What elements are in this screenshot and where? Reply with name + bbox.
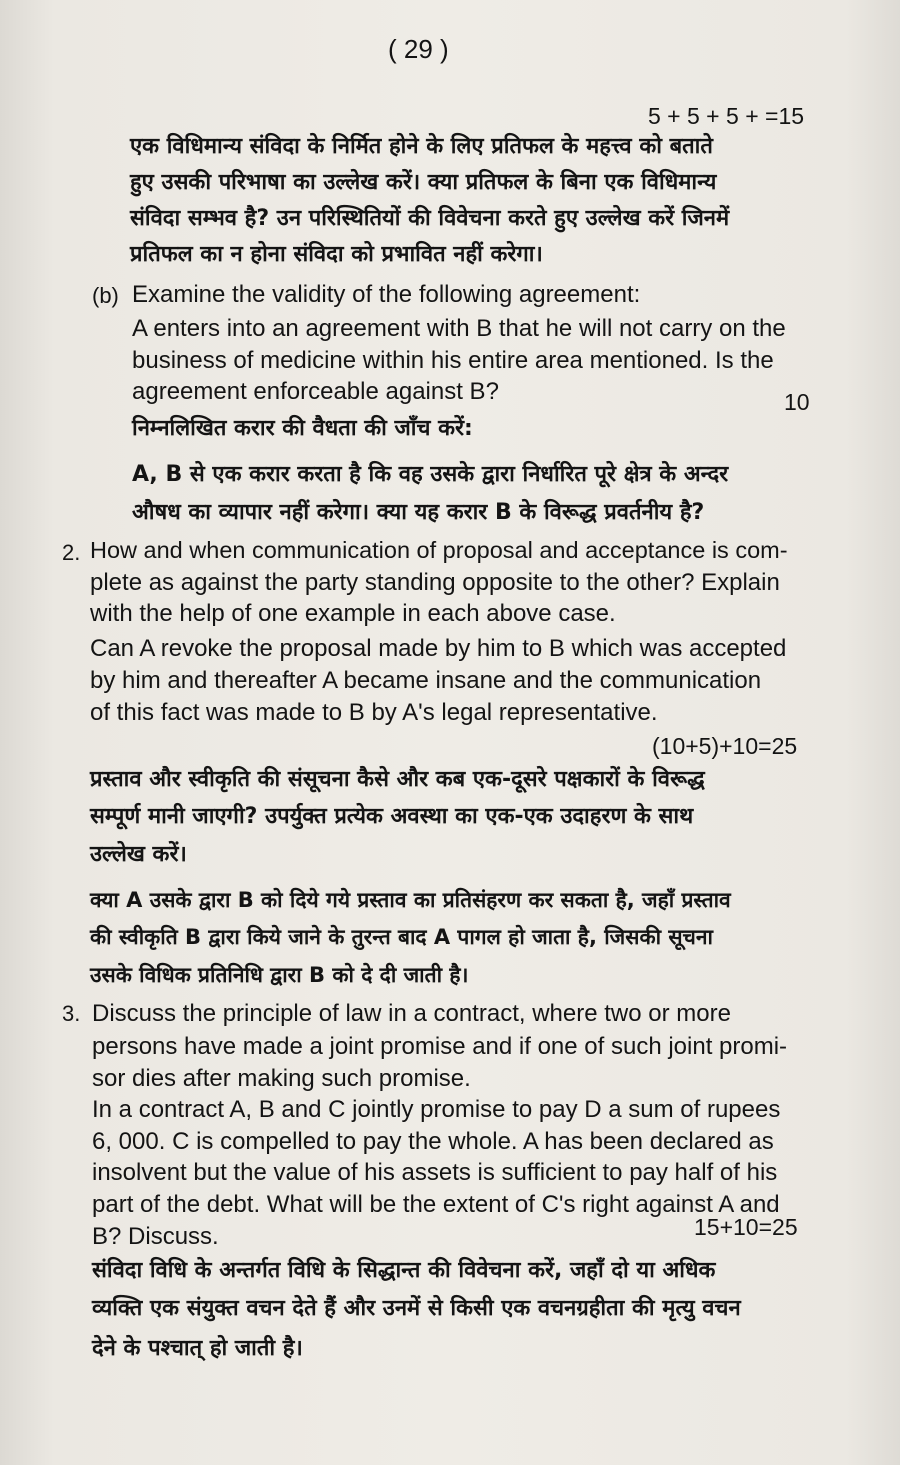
q3-english-line: B? Discuss. [92, 1223, 219, 1250]
q2-hindi-line: की स्वीकृति B द्वारा किये जाने के तुरन्त बाद A पागल हो जाता है, जिसकी सूचना [90, 925, 713, 949]
q3-english-line: insolvent but the value of his assets is sufficient to pay half of his [92, 1159, 778, 1186]
q3-number: 3. [62, 1001, 81, 1026]
q2-hindi-line: क्या A उसके द्वारा B को दिये गये प्रस्ताव का प्रतिसंहरण कर सकता है, जहाँ प्रस्ताव [90, 888, 731, 912]
q3-english-line: 6, 000. C is compelled to pay the whole. A has been declared as [92, 1128, 774, 1155]
q1-hindi-line: हुए उसकी परिभाषा का उल्लेख करें। क्या प्रतिफल के बिना एक विधिमान्य [130, 170, 717, 195]
q2-marks: (10+5)+10=25 [652, 733, 798, 759]
q1-part-b-hindi-line: निम्नलिखित करार की वैधता की जाँच करें: [132, 416, 473, 441]
q3-hindi-line: व्यक्ति एक संयुक्त वचन देते हैं और उनमें से किसी एक वचनग्रहीता की मृत्यु वचन [92, 1296, 741, 1321]
q1-part-b-line: agreement enforceable against B? [132, 378, 499, 405]
q2-hindi-line: सम्पूर्ण मानी जाएगी? उपर्युक्त प्रत्येक अवस्था का एक-एक उदाहरण के साथ [90, 804, 694, 829]
q1-part-b-hindi-line: A, B से एक करार करता है कि वह उसके द्वारा निर्धारित पूरे क्षेत्र के अन्दर [132, 462, 729, 487]
q1-part-b-line: business of medicine within his entire area mentioned. Is the [132, 347, 774, 374]
q2-hindi-line: प्रस्ताव और स्वीकृति की संसूचना कैसे और कब एक-दूसरे पक्षकारों के विरूद्ध [90, 767, 705, 792]
q2-english-line: Can A revoke the proposal made by him to B which was accepted [90, 635, 787, 662]
q3-marks: 15+10=25 [694, 1214, 798, 1240]
q2-hindi-line: उल्लेख करें। [90, 842, 187, 867]
q1-hindi-line: संविदा सम्भव है? उन परिस्थितियों की विवेचना करते हुए उल्लेख करें जिनमें [130, 206, 730, 231]
q1-part-b-marks: 10 [784, 389, 810, 415]
q2-english-line: plete as against the party standing opposite to the other? Explain [90, 569, 780, 596]
q2-english-line: by him and thereafter A became insane and the communication [90, 667, 762, 694]
q1-part-b-line: A enters into an agreement with B that he will not carry on the [132, 315, 786, 342]
q1-part-b-label: (b) [92, 283, 119, 308]
q1-part-b-line: Examine the validity of the following agreement: [132, 281, 641, 308]
q3-english-line: In a contract A, B and C jointly promise to pay D a sum of rupees [92, 1096, 781, 1123]
q3-english-line: persons have made a joint promise and if one of such joint promi- [92, 1033, 788, 1060]
q3-hindi-line: देने के पश्चात् हो जाती है। [92, 1336, 303, 1361]
q1-hindi-line: प्रतिफल का न होना संविदा को प्रभावित नहीं करेगा। [130, 242, 543, 267]
q2-english-line: How and when communication of proposal and acceptance is com- [90, 537, 788, 563]
page-number: ( 29 ) [388, 34, 449, 64]
q2-number: 2. [62, 540, 81, 565]
q1-hindi-line: एक विधिमान्य संविदा के निर्मित होने के लिए प्रतिफल के महत्त्व को बताते [130, 134, 713, 159]
q1-marks: 5 + 5 + 5 + =15 [648, 103, 805, 129]
q3-english-line: Discuss the principle of law in a contract, where two or more [92, 1000, 731, 1027]
q3-hindi-line: संविदा विधि के अन्तर्गत विधि के सिद्धान्त की विवेचना करें, जहाँ दो या अधिक [92, 1258, 716, 1283]
q3-english-line: part of the debt. What will be the extent of C's right against A and [92, 1191, 780, 1218]
q2-hindi-line: उसके विधिक प्रतिनिधि द्वारा B को दे दी जाती है। [90, 963, 469, 987]
q1-part-b-hindi-line: औषध का व्यापार नहीं करेगा। क्या यह करार B के विरूद्ध प्रवर्तनीय है? [132, 500, 705, 525]
q3-english-line: sor dies after making such promise. [92, 1065, 471, 1092]
q2-english-line: of this fact was made to B by A's legal representative. [90, 699, 658, 726]
q2-english-line: with the help of one example in each above case. [90, 600, 616, 627]
